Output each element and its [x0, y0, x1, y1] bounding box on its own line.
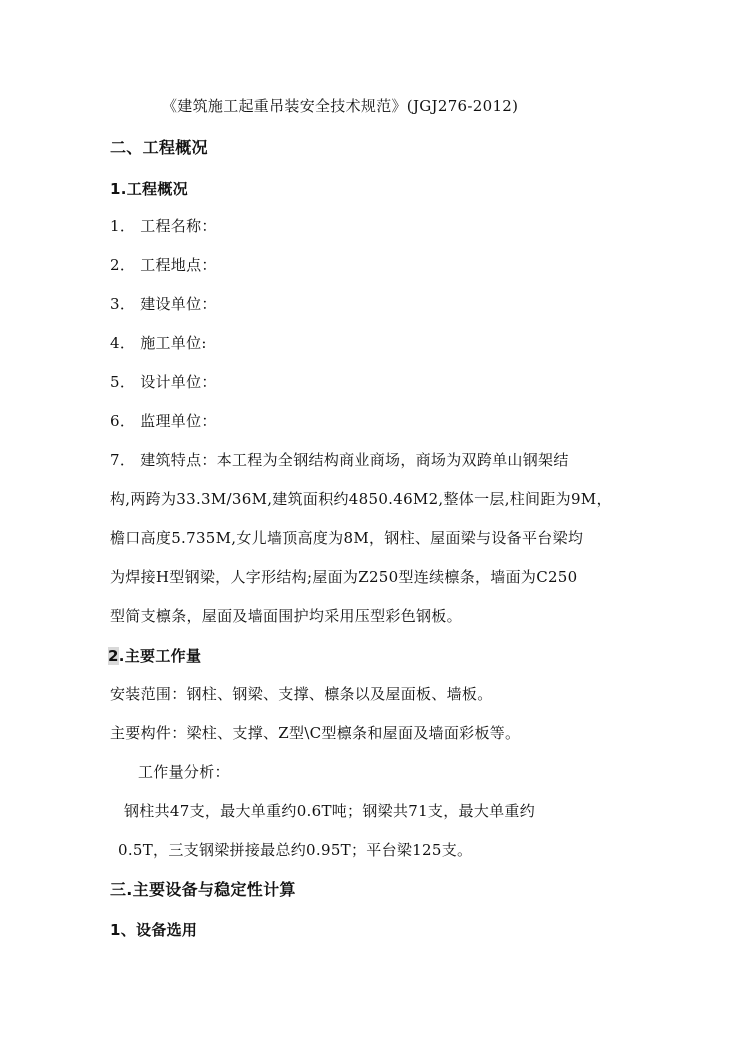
feature-line: 檐口高度5.735M,女儿墙顶高度为8M，钢柱、屋面梁与设备平台梁均 [110, 529, 584, 547]
section-title: 三.主要设备与稳定性计算 [110, 880, 296, 899]
main-components: 主要构件：梁柱、支撑、Z型\C型檩条和屋面及墙面彩板等。 [110, 724, 521, 742]
workload-analysis-label: 工作量分析： [138, 763, 230, 781]
section-title: 二、工程概况 [110, 138, 208, 157]
analysis-line: 钢柱共47支，最大单重约0.6T吨；钢梁共71支，最大单重约 [124, 802, 536, 820]
item-design-unit: 5． 设计单位： [110, 373, 217, 391]
regulation-reference: 《建筑施工起重吊装安全技术规范》(JGJ276-2012) [162, 97, 519, 115]
item-contractor: 4． 施工单位: [110, 334, 207, 352]
feature-line: 为焊接H型钢梁，人字形结构;屋面为Z250型连续檩条，墙面为C250 [110, 568, 578, 586]
feature-line: 7． 建筑特点：本工程为全钢结构商业商场，商场为双跨单山钢架结 [110, 451, 569, 469]
item-project-location: 2． 工程地点： [110, 256, 217, 274]
feature-line: 构,两跨为33.3M/36M,建筑面积约4850.46M2,整体一层,柱间距为9M， [110, 490, 612, 508]
item-project-name: 1． 工程名称： [110, 217, 217, 235]
workload-title-text: .主要工作量 [118, 647, 202, 665]
item-construction-unit: 3． 建设单位： [110, 295, 217, 313]
install-scope: 安装范围：钢柱、钢梁、支撑、檩条以及屋面板、墙板。 [110, 685, 493, 703]
subsection-title: 1.工程概况 [110, 180, 188, 198]
workload-title-number: 2 [108, 647, 119, 665]
analysis-line: 0.5T，三支钢梁拼接最总约0.95T；平台梁125支。 [118, 841, 473, 859]
workload-title [108, 646, 201, 666]
feature-line: 型简支檩条，屋面及墙面围护均采用压型彩色钢板。 [110, 607, 462, 625]
subsection-title: 1、设备选用 [110, 921, 198, 939]
item-supervision-unit: 6． 监理单位： [110, 412, 217, 430]
